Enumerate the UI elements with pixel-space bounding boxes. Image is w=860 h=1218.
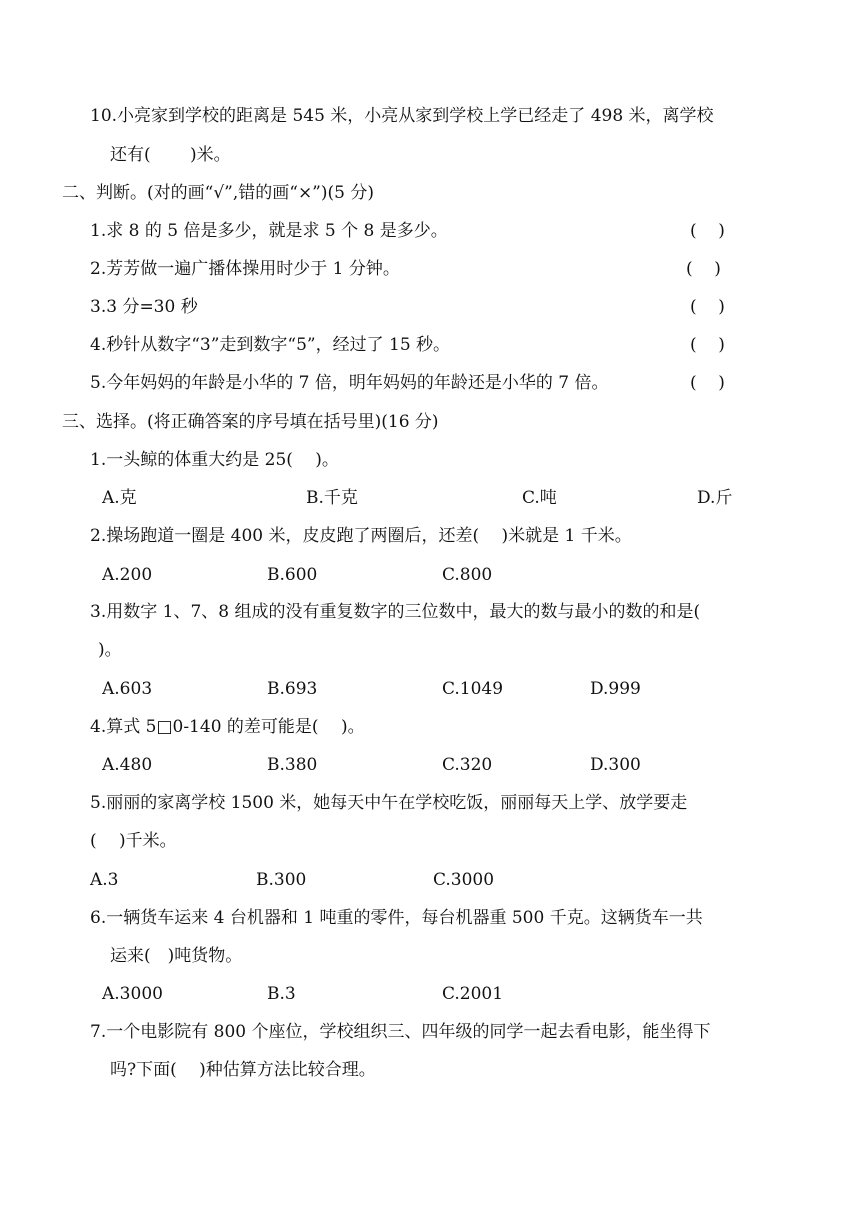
judge-item-2: 2.芳芳做一遍广播体操用时少于 1 分钟。	[90, 259, 400, 279]
choice-1-option-c[interactable]: C.吨	[522, 488, 557, 508]
judge-item-5: 5.今年妈妈的年龄是小华的 7 倍，明年妈妈的年龄还是小华的 7 倍。	[90, 373, 609, 393]
choice-2-option-a[interactable]: A.200	[102, 565, 153, 585]
judge-item-3: 3.3 分=30 秒	[90, 297, 198, 317]
judge-item-1: 1.求 8 的 5 倍是多少，就是求 5 个 8 是多少。	[90, 221, 448, 241]
choice-question-6-line-1: 6.一辆货车运来 4 台机器和 1 吨重的零件，每台机器重 500 千克。这辆货车一共	[90, 908, 703, 928]
question-10-line-1: 10.小亮家到学校的距离是 545 米，小亮从家到学校上学已经走了 498 米，离学校	[90, 106, 714, 126]
choice-3-option-c[interactable]: C.1049	[442, 679, 504, 699]
choice-2-option-b[interactable]: B.600	[267, 565, 318, 585]
choice-5-option-c[interactable]: C.3000	[433, 870, 495, 890]
judge-answer-blank-2[interactable]: ( )	[686, 259, 721, 279]
judge-item-4: 4.秒针从数字“3”走到数字“5”，经过了 15 秒。	[90, 335, 451, 355]
choice-1-option-b[interactable]: B.千克	[306, 488, 358, 508]
choice-3-option-b[interactable]: B.693	[267, 679, 318, 699]
judge-answer-blank-5[interactable]: ( )	[690, 373, 725, 393]
choice-5-option-a[interactable]: A.3	[90, 870, 119, 890]
choice-question-3-line-1: 3.用数字 1、7、8 组成的没有重复数字的三位数中，最大的数与最小的数的和是(	[90, 602, 701, 622]
choice-question-4: 4.算式 5□0-140 的差可能是( )。	[90, 717, 365, 737]
choice-question-7-line-1: 7.一个电影院有 800 个座位，学校组织三、四年级的同学一起去看电影，能坐得下	[90, 1022, 711, 1042]
choice-6-option-a[interactable]: A.3000	[102, 984, 163, 1004]
choice-1-option-a[interactable]: A.克	[102, 488, 137, 508]
choice-question-2: 2.操场跑道一圈是 400 米，皮皮跑了两圈后，还差( )米就是 1 千米。	[90, 526, 632, 546]
choice-4-option-b[interactable]: B.380	[267, 755, 318, 775]
section-3-heading: 三、选择。(将正确答案的序号填在括号里)(16 分)	[62, 412, 439, 432]
choice-3-option-a[interactable]: A.603	[102, 679, 153, 699]
choice-1-option-d[interactable]: D.斤	[697, 488, 733, 508]
choice-6-option-c[interactable]: C.2001	[442, 984, 504, 1004]
judge-answer-blank-4[interactable]: ( )	[690, 335, 725, 355]
choice-question-5-line-1: 5.丽丽的家离学校 1500 米，她每天中午在学校吃饭，丽丽每天上学、放学要走	[90, 793, 688, 813]
choice-question-1: 1.一头鲸的体重大约是 25( )。	[90, 450, 339, 470]
choice-4-option-d[interactable]: D.300	[590, 755, 641, 775]
choice-4-option-a[interactable]: A.480	[102, 755, 153, 775]
choice-2-option-c[interactable]: C.800	[442, 565, 493, 585]
choice-question-3-line-2: )。	[98, 640, 122, 660]
section-2-heading: 二、判断。(对的画“√”,错的画“×”)(5 分)	[62, 183, 374, 203]
question-10-line-2: 还有( )米。	[110, 145, 231, 165]
choice-question-6-line-2: 运来( )吨货物。	[110, 946, 243, 966]
choice-6-option-b[interactable]: B.3	[267, 984, 296, 1004]
choice-question-7-line-2: 吗?下面( )种估算方法比较合理。	[110, 1060, 376, 1080]
choice-3-option-d[interactable]: D.999	[590, 679, 641, 699]
choice-question-5-line-2: ( )千米。	[90, 831, 177, 851]
judge-answer-blank-3[interactable]: ( )	[690, 297, 725, 317]
judge-answer-blank-1[interactable]: ( )	[690, 221, 725, 241]
choice-4-option-c[interactable]: C.320	[442, 755, 493, 775]
choice-5-option-b[interactable]: B.300	[256, 870, 307, 890]
